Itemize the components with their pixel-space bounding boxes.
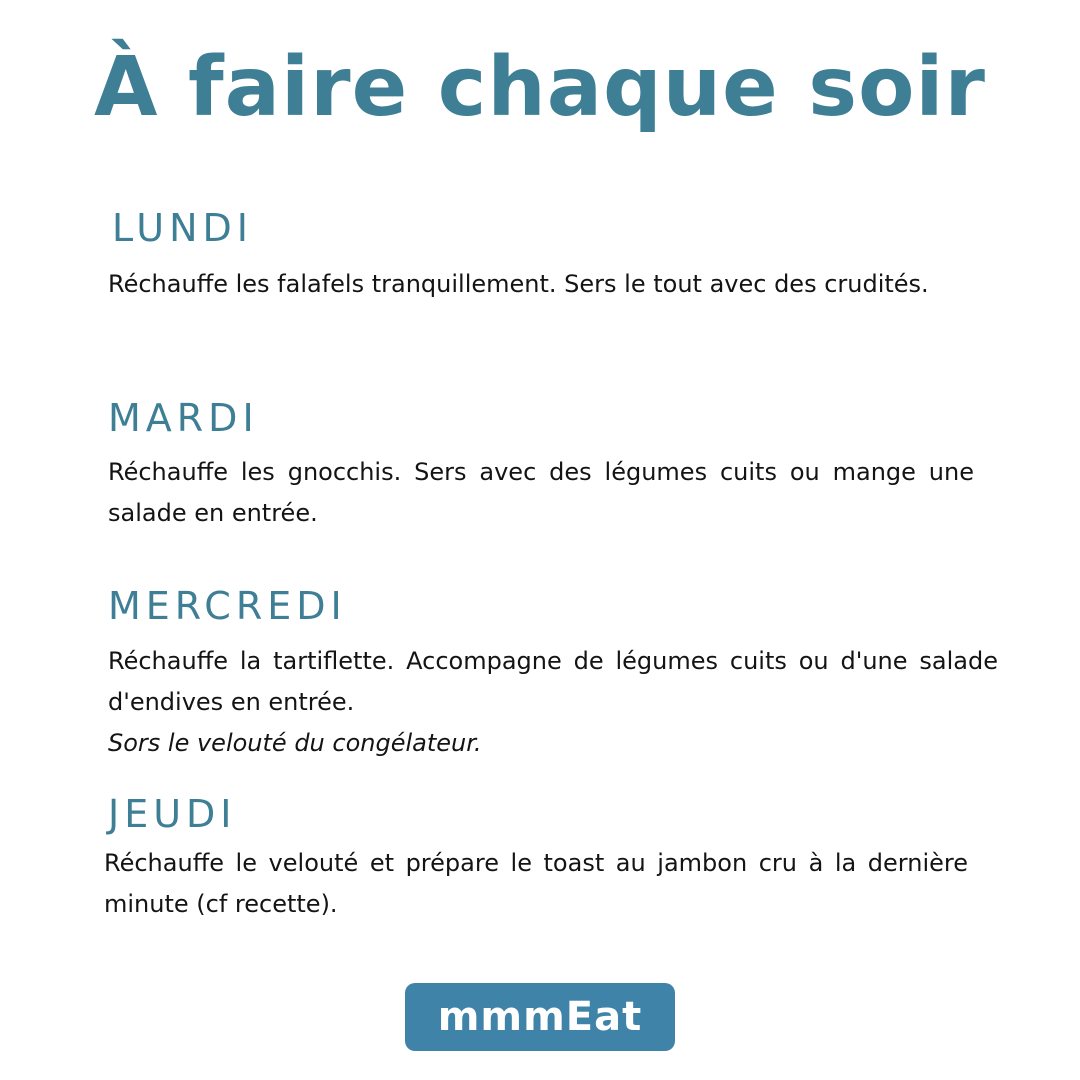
day-text-lundi xyxy=(108,264,972,305)
day-note-mercredi: Sors le velouté du congélateur. xyxy=(108,729,482,757)
day-heading-jeudi: JEUDI xyxy=(108,792,237,836)
day-heading-mardi: MARDI xyxy=(108,396,259,440)
page-title: À faire chaque soir xyxy=(94,40,986,135)
day-instruction-mardi: Réchauffe les gnocchis. Sers avec des légumes cuits ou mange une salade en entrée. xyxy=(108,458,974,527)
brand-logo xyxy=(405,983,675,1051)
brand-logo-text: mmmEat xyxy=(437,994,643,1040)
day-text-jeudi xyxy=(104,843,968,925)
day-text-mardi xyxy=(108,452,974,534)
day-instruction-lundi: Réchauffe les falafels tranquillement. Sers le tout avec des crudités. xyxy=(108,270,929,298)
day-text-mercredi xyxy=(108,641,998,764)
day-instruction-mercredi: Réchauffe la tartiflette. Accompagne de légumes cuits ou d'une salade d'endives en entrée. xyxy=(108,647,998,716)
day-heading-mercredi: MERCREDI xyxy=(108,584,347,628)
day-instruction-jeudi: Réchauffe le velouté et prépare le toast au jambon cru à la dernière minute (cf recette). xyxy=(104,849,968,918)
day-heading-lundi: LUNDI xyxy=(112,206,253,250)
